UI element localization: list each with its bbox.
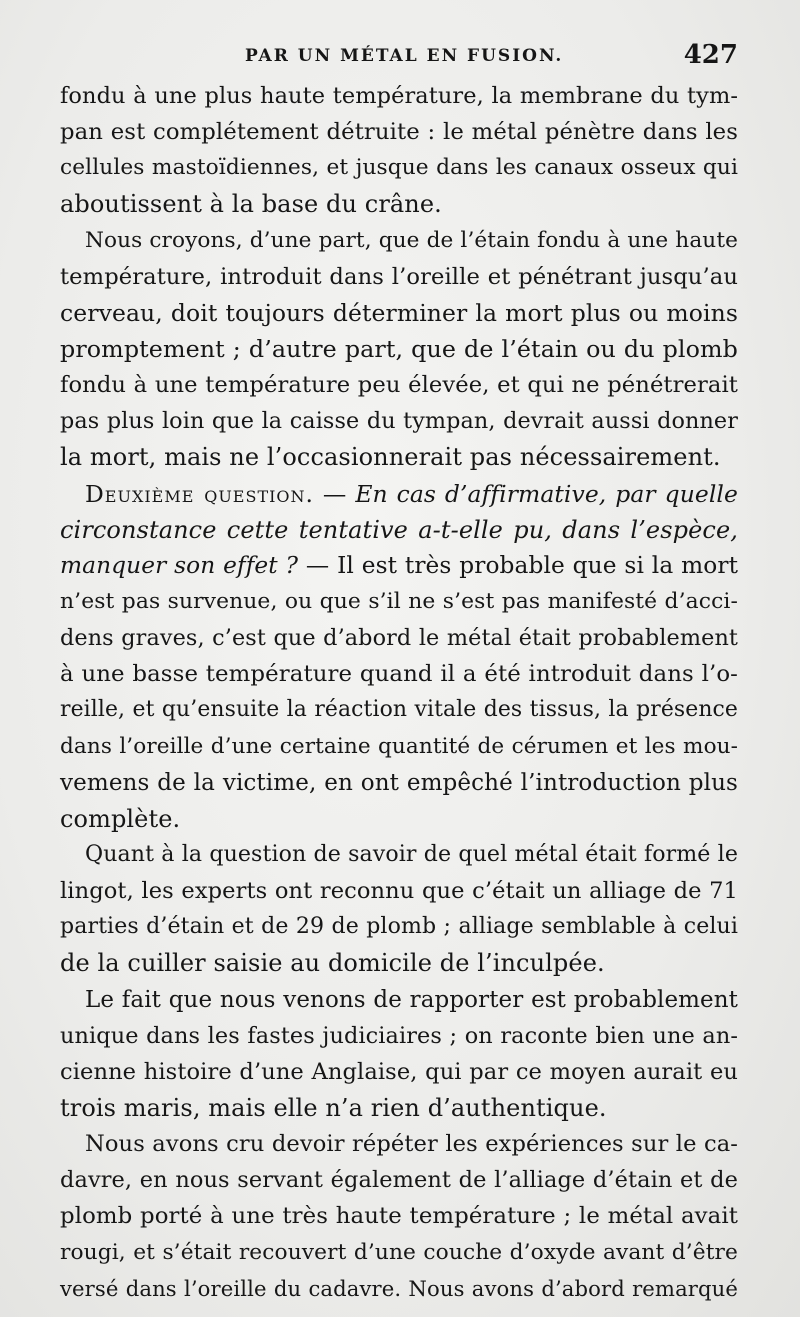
text-line: fondu à une température peu élevée, et qui ne pénétrerait — [60, 372, 738, 399]
text-line: circonstance cette tentative a-t-elle pu, dans l’espèce, — [60, 515, 738, 544]
text-line: lingot, les experts ont reconnu que c’était un alliage de 71 — [60, 878, 738, 905]
text-line: dans l’oreille d’une certaine quantité de cérumen et les mou- — [60, 733, 738, 759]
question-italic-end: manquer son effet ? — [60, 551, 299, 579]
text-line: trois maris, mais elle n’a rien d’authentique. — [60, 1093, 607, 1122]
text-line: Le fait que nous venons de rapporter est probablement — [85, 986, 738, 1013]
text-line: cellules mastoïdiennes, et jusque dans les canaux osseux qui — [60, 155, 738, 181]
question-heading-line — [60, 476, 738, 512]
question-label: Deuxième question. — [85, 479, 314, 508]
text-line: Quant à la question de savoir de quel métal était formé le — [85, 841, 738, 867]
page-number: 427 — [683, 40, 738, 70]
text-line: plomb porté à une très haute température ; le métal avait — [60, 1203, 738, 1230]
question-answer-line — [60, 548, 738, 584]
text-line: vemens de la victime, en ont empêché l’introduction plus — [60, 769, 738, 796]
text-line: à une basse température quand il a été introduit dans l’o- — [60, 661, 738, 688]
text-line: cienne histoire d’une Anglaise, qui par ce moyen aurait eu — [60, 1058, 738, 1085]
text-line: versé dans l’oreille du cadavre. Nous avons d’abord remarqué — [60, 1275, 738, 1301]
question-italic-text: En cas d’affirmative, par quelle — [355, 479, 738, 508]
text-line: de la cuiller saisie au domicile de l’inculpée. — [60, 949, 605, 978]
answer-start: — Il est très probable que si la mort — [298, 551, 739, 579]
text-line: fondu à une plus haute température, la membrane du tym- — [60, 83, 738, 109]
text-line: température, introduit dans l’oreille et pénétrant jusqu’au — [60, 263, 738, 290]
text-line: pan est complétement détruite : le métal pénètre dans les — [60, 119, 738, 146]
text-line: parties d’étain et de 29 de plomb ; alliage semblable à celui — [60, 914, 738, 940]
running-head: PAR UN MÉTAL EN FUSION. — [245, 46, 564, 66]
page-header — [245, 40, 738, 70]
text-line: Nous croyons, d’une part, que de l’étain fondu à une haute — [85, 227, 738, 253]
body-text — [60, 78, 738, 1307]
text-line: davre, en nous servant également de l’alliage d’étain et de — [60, 1167, 738, 1194]
text-line: la mort, mais ne l’occasionnerait pas nécessairement. — [60, 443, 721, 472]
text-line: unique dans les fastes judiciaires ; on raconte bien une an- — [60, 1022, 738, 1049]
question-dash: — — [314, 479, 356, 508]
text-line: pas plus loin que la caisse du tympan, devrait aussi donner — [60, 408, 738, 435]
text-line: dens graves, c’est que d’abord le métal était probablement — [60, 625, 738, 652]
text-line: reille, et qu’ensuite la réaction vitale des tissus, la présence — [60, 697, 738, 723]
text-line: promptement ; d’autre part, que de l’étain ou du plomb — [60, 334, 738, 363]
text-line: cerveau, doit toujours déterminer la mort plus ou moins — [60, 298, 738, 327]
text-line: complète. — [60, 804, 181, 833]
text-line: n’est pas survenue, ou que s’il ne s’est pas manifesté d’acci- — [60, 588, 738, 614]
text-line: Nous avons cru devoir répéter les expériences sur le ca- — [85, 1131, 738, 1158]
text-line: aboutissent à la base du crâne. — [60, 190, 442, 219]
text-line: rougi, et s’était recouvert d’une couche d’oxyde avant d’être — [60, 1239, 738, 1265]
